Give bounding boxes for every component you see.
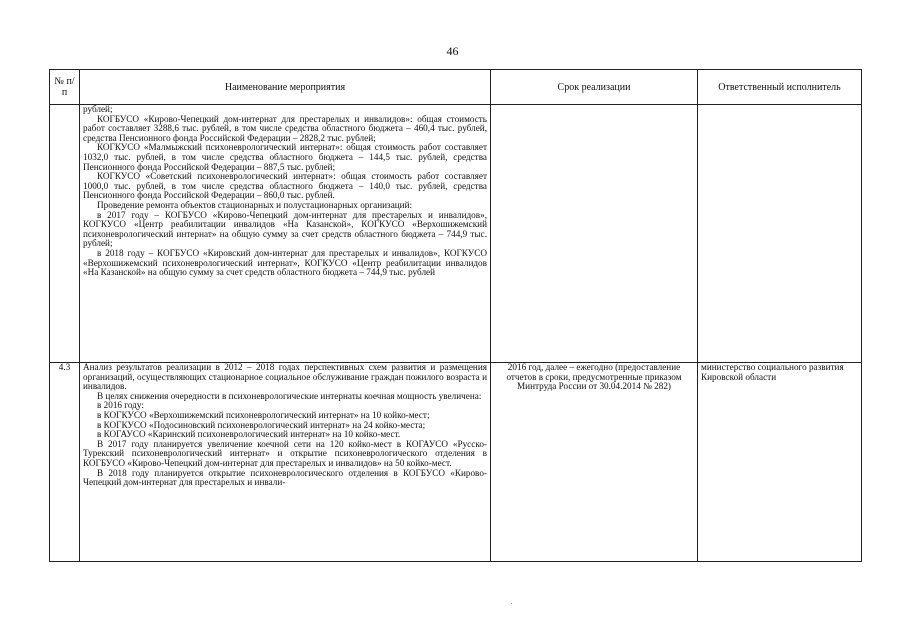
paragraph: в 2018 году – КОГБУСО «Кировский дом-интернат для престарелых и инвалидов», КОГКУСО «Верхошижемский психоневрологический интернат», КОГКУСО «Центр реабилитации инвалидов «На Казанской» на общую сумму за счет средств областного бюджета – 744,9 тыс. рублей [83, 247, 487, 278]
paragraph: В 2018 году планируется открытие психоневрологического отделения в КОГБУСО «Кирово-Чепецкий дом-интернат для престарелых и инвали- [83, 467, 487, 488]
paragraph: КОГКУСО «Советский психоневрологический интернат»: общая стоимость работ составляет 1000,0 тыс. рублей, в том числе средства областного бюджета – 140,0 тыс. рублей, средства Пенсионного фонда Российской Федерации – 860,0 тыс. рублей. [83, 171, 487, 201]
scan-speck [511, 603, 512, 604]
row-number [50, 105, 80, 363]
measures-table [49, 69, 862, 562]
paragraph: в КОГКУСО «Подосиновский психоневрологический интернат» на 24 койко-места; [97, 419, 426, 430]
row-responsible [698, 105, 862, 363]
header-num: № п/п [50, 70, 80, 105]
table-row [50, 363, 862, 562]
row-description [80, 105, 491, 363]
paragraph: в 2017 году – КОГБУСО «Кирово-Чепецкий дом-интернат для престарелых и инвалидов», КОГКУСО «Центр реабилитации инвалидов «На Казанской», КОГКУСО «Верхошижемский психоневрологический интернат» на общую сумму за счет средств областного бюджета – 744,9 тыс. рублей; [83, 209, 487, 249]
paragraph: В целях снижения очередности в психоневрологические интернаты коечная мощность увеличена: [97, 390, 482, 401]
paragraph: в 2016 году: [97, 400, 144, 411]
paragraph: рублей; [83, 104, 113, 114]
row-responsible: министерство социального развития Кировской области [698, 363, 862, 562]
paragraph: КОГБУСО «Кирово-Чепецкий дом-интернат для престарелых и инвалидов»: общая стоимость работ составляет 3288,6 тыс. рублей, в том числе средства областного бюджета – 460,4 тыс. рублей, средства Пенсионного фонда Российской Федерации – 2828,2 тыс. рублей; [83, 113, 487, 143]
row-description [80, 363, 491, 562]
paragraph: Проведение ремонта объектов стационарных и полустационарных организаций: [97, 199, 413, 210]
paragraph: В 2017 году планируется увеличение коечной сети на 120 койко-мест в КОГАУСО «Русско-Турекский психоневрологический интернат» и открытие психоневрологического отделения в КОГБУСО «Кирово-Чепецкий дом-интернат для престарелых и инвалидов» на 50 койко-мест. [83, 438, 487, 468]
paragraph: в КОГАУСО «Каринский психоневрологический интернат» на 10 койко-мест. [97, 429, 401, 440]
table-header-row [50, 70, 862, 105]
table-row [50, 105, 862, 363]
paragraph: КОГКУСО «Малмыжский психоневрологический интернат»: общая стоимость работ составляет 1032,0 тыс. рублей, в том числе средства областного бюджета – 144,5 тыс. рублей, средства Пенсионного фонда Российской Федерации – 887,5 тыс. рублей; [83, 142, 487, 172]
row-term: 2016 год, далее – ежегодно (предоставление отчетов в сроки, предусмотренные приказом Минтруда России от 30.04.2014 № 282) [491, 363, 698, 562]
paragraph: в КОГКУСО «Верхошижемский психоневрологический интернат» на 10 койко-мест; [97, 409, 430, 420]
header-name: Наименование мероприятия [80, 70, 491, 105]
header-term: Срок реализации [491, 70, 698, 105]
header-responsible: Ответственный исполнитель [698, 70, 862, 105]
page-number: 46 [446, 44, 459, 58]
row-number: 4.3 [50, 363, 80, 562]
paragraph: Анализ результатов реализации в 2012 – 2018 годах перспективных схем развития и размещения организаций, осуществляющих стационарное социальное обслуживание граждан пожилого возраста и инвалидов. [83, 362, 487, 392]
row-term [491, 105, 698, 363]
